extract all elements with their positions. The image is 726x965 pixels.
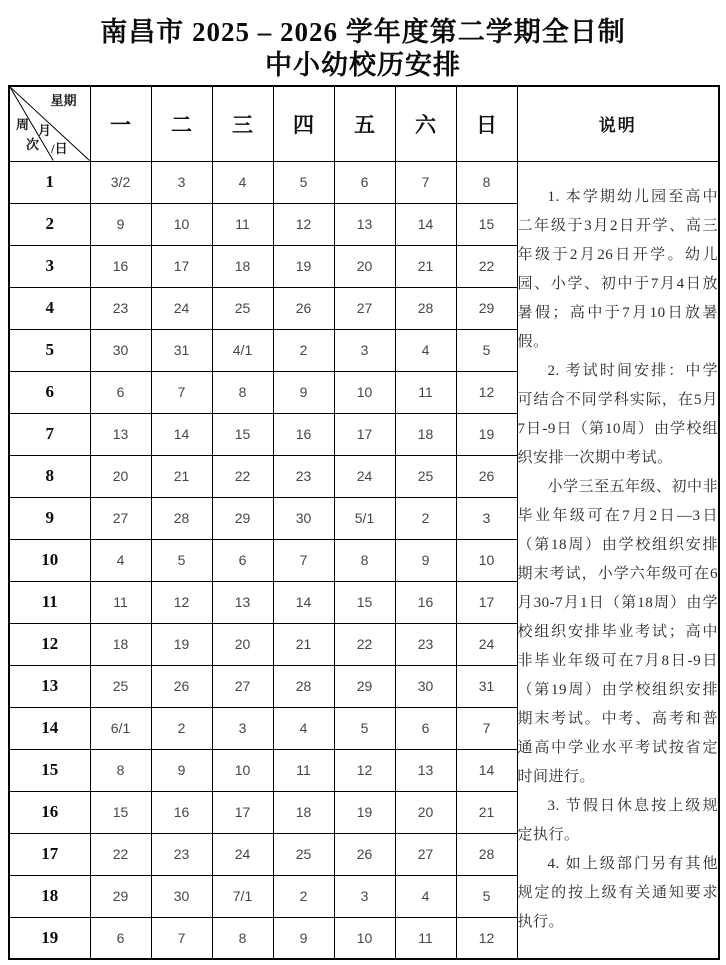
note-paragraph: 4. 如上级部门另有其他规定的按上级有关通知要求执行。	[517, 855, 718, 930]
date-cell: 28	[395, 287, 456, 329]
date-cell: 7	[395, 161, 456, 203]
date-cell: 26	[334, 833, 395, 875]
date-cell: 11	[212, 203, 273, 245]
date-cell: 27	[90, 497, 151, 539]
date-cell: 13	[90, 413, 151, 455]
date-cell: 5	[456, 329, 517, 371]
date-cell: 22	[90, 833, 151, 875]
day-header-sun: 日	[456, 86, 517, 161]
week-number: 13	[9, 665, 90, 707]
date-cell: 20	[395, 791, 456, 833]
note-paragraph: 3. 节假日休息按上级规定执行。	[517, 797, 718, 843]
date-cell: 12	[273, 203, 334, 245]
date-cell: 14	[151, 413, 212, 455]
date-cell: 7	[456, 707, 517, 749]
date-cell: 16	[395, 581, 456, 623]
date-cell: 3	[151, 161, 212, 203]
date-cell: 8	[90, 749, 151, 791]
date-cell: 30	[151, 875, 212, 917]
date-cell: 26	[151, 665, 212, 707]
date-cell: 21	[151, 455, 212, 497]
week-number: 6	[9, 371, 90, 413]
note-paragraph: 2. 考试时间安排：中学可结合不同学科实际，在5月7日-9日（第10周）由学校组织安排一次期中考试。	[517, 362, 718, 466]
week-number: 15	[9, 749, 90, 791]
date-cell: 10	[334, 371, 395, 413]
day-header-mon: 一	[90, 86, 151, 161]
date-cell: 9	[151, 749, 212, 791]
date-cell: 27	[212, 665, 273, 707]
day-header-fri: 五	[334, 86, 395, 161]
date-cell: 26	[273, 287, 334, 329]
date-cell: 9	[273, 371, 334, 413]
date-cell: 30	[90, 329, 151, 371]
date-cell: 17	[456, 581, 517, 623]
date-cell: 3	[334, 875, 395, 917]
date-cell: 24	[334, 455, 395, 497]
date-cell: 6	[90, 371, 151, 413]
date-cell: 25	[273, 833, 334, 875]
date-cell: 16	[273, 413, 334, 455]
week-number: 18	[9, 875, 90, 917]
date-cell: 12	[456, 917, 517, 959]
date-cell: 10	[212, 749, 273, 791]
date-cell: 25	[395, 455, 456, 497]
date-cell: 24	[151, 287, 212, 329]
date-cell: 11	[273, 749, 334, 791]
date-cell: 15	[456, 203, 517, 245]
date-cell: 7	[151, 917, 212, 959]
date-cell: 28	[456, 833, 517, 875]
corner-weekno-label-top: 周	[16, 117, 30, 132]
date-cell: 17	[212, 791, 273, 833]
date-cell: 6	[395, 707, 456, 749]
date-cell: 6	[90, 917, 151, 959]
notes-cell	[517, 161, 719, 959]
date-cell: 4/1	[212, 329, 273, 371]
date-cell: 15	[212, 413, 273, 455]
date-cell: 9	[273, 917, 334, 959]
corner-month-label: 月	[38, 123, 52, 138]
date-cell: 9	[90, 203, 151, 245]
date-cell: 2	[151, 707, 212, 749]
date-cell: 22	[212, 455, 273, 497]
date-cell: 23	[151, 833, 212, 875]
date-cell: 19	[456, 413, 517, 455]
date-cell: 10	[334, 917, 395, 959]
date-cell: 3	[456, 497, 517, 539]
date-cell: 18	[90, 623, 151, 665]
day-header-wed: 三	[212, 86, 273, 161]
week-number: 11	[9, 581, 90, 623]
week-number: 4	[9, 287, 90, 329]
date-cell: 18	[212, 245, 273, 287]
date-cell: 11	[395, 917, 456, 959]
date-cell: 5	[273, 161, 334, 203]
date-cell: 19	[334, 791, 395, 833]
date-cell: 10	[151, 203, 212, 245]
date-cell: 2	[273, 329, 334, 371]
week-number: 14	[9, 707, 90, 749]
date-cell: 5	[151, 539, 212, 581]
calendar-header-row	[9, 86, 719, 161]
date-cell: 20	[90, 455, 151, 497]
date-cell: 17	[151, 245, 212, 287]
date-cell: 22	[334, 623, 395, 665]
week-number: 7	[9, 413, 90, 455]
date-cell: 20	[212, 623, 273, 665]
corner-day-label: /日	[51, 141, 68, 156]
date-cell: 4	[273, 707, 334, 749]
corner-weekday-label: 星期	[50, 93, 77, 108]
date-cell: 11	[395, 371, 456, 413]
calendar-table	[8, 85, 720, 960]
date-cell: 4	[90, 539, 151, 581]
notes-header: 说明	[517, 86, 719, 161]
date-cell: 4	[395, 875, 456, 917]
date-cell: 13	[395, 749, 456, 791]
date-cell: 8	[456, 161, 517, 203]
date-cell: 20	[334, 245, 395, 287]
date-cell: 9	[395, 539, 456, 581]
week-number: 5	[9, 329, 90, 371]
date-cell: 30	[395, 665, 456, 707]
date-cell: 17	[334, 413, 395, 455]
day-header-thu: 四	[273, 86, 334, 161]
week-number: 1	[9, 161, 90, 203]
date-cell: 13	[334, 203, 395, 245]
date-cell: 3	[212, 707, 273, 749]
date-cell: 3	[334, 329, 395, 371]
date-cell: 21	[273, 623, 334, 665]
date-cell: 29	[334, 665, 395, 707]
date-cell: 21	[395, 245, 456, 287]
date-cell: 31	[151, 329, 212, 371]
date-cell: 7/1	[212, 875, 273, 917]
date-cell: 21	[456, 791, 517, 833]
date-cell: 25	[90, 665, 151, 707]
date-cell: 3/2	[90, 161, 151, 203]
week-number: 12	[9, 623, 90, 665]
corner-header-cell	[9, 86, 90, 161]
date-cell: 29	[456, 287, 517, 329]
date-cell: 16	[90, 245, 151, 287]
week-number: 8	[9, 455, 90, 497]
date-cell: 12	[456, 371, 517, 413]
date-cell: 2	[273, 875, 334, 917]
date-cell: 16	[151, 791, 212, 833]
date-cell: 10	[456, 539, 517, 581]
date-cell: 18	[273, 791, 334, 833]
week-number: 2	[9, 203, 90, 245]
date-cell: 14	[395, 203, 456, 245]
date-cell: 27	[395, 833, 456, 875]
date-cell: 14	[456, 749, 517, 791]
note-paragraph: 小学三至五年级、初中非毕业年级可在7月2日—3日（第18周）由学校组织安排期末考试，小学六年级可在6月30-7月1日（第18周）由学校组织安排毕业考试；高中非毕业年级可在7月8日-9日（第19周）由学校组织安排期末考试。中考、高考和普通高中学业水平考试按省定时间进行。	[517, 478, 719, 785]
note-paragraph: 1. 本学期幼儿园至高中二年级于3月2日开学、高三年级于2月26日开学。幼儿园、小学、初中于7月4日放暑假；高中于7月10日放暑假。	[517, 188, 718, 350]
calendar-week-row	[9, 161, 719, 203]
date-cell: 26	[456, 455, 517, 497]
date-cell: 15	[334, 581, 395, 623]
date-cell: 29	[90, 875, 151, 917]
date-cell: 5/1	[334, 497, 395, 539]
date-cell: 29	[212, 497, 273, 539]
week-number: 9	[9, 497, 90, 539]
date-cell: 12	[334, 749, 395, 791]
date-cell: 8	[212, 371, 273, 413]
date-cell: 7	[273, 539, 334, 581]
date-cell: 31	[456, 665, 517, 707]
date-cell: 8	[212, 917, 273, 959]
date-cell: 15	[90, 791, 151, 833]
date-cell: 4	[395, 329, 456, 371]
date-cell: 2	[395, 497, 456, 539]
date-cell: 23	[273, 455, 334, 497]
date-cell: 13	[212, 581, 273, 623]
date-cell: 23	[395, 623, 456, 665]
date-cell: 5	[334, 707, 395, 749]
page-title-line1: 南昌市 2025 – 2026 学年度第二学期全日制	[100, 17, 626, 47]
date-cell: 19	[151, 623, 212, 665]
date-cell: 7	[151, 371, 212, 413]
date-cell: 23	[90, 287, 151, 329]
week-number: 19	[9, 917, 90, 959]
date-cell: 30	[273, 497, 334, 539]
date-cell: 18	[395, 413, 456, 455]
date-cell: 11	[90, 581, 151, 623]
date-cell: 12	[151, 581, 212, 623]
day-header-tue: 二	[151, 86, 212, 161]
week-number: 10	[9, 539, 90, 581]
week-number: 3	[9, 245, 90, 287]
page-title	[0, 16, 726, 82]
date-cell: 5	[456, 875, 517, 917]
week-number: 17	[9, 833, 90, 875]
date-cell: 28	[151, 497, 212, 539]
date-cell: 25	[212, 287, 273, 329]
date-cell: 6	[334, 161, 395, 203]
date-cell: 14	[273, 581, 334, 623]
date-cell: 22	[456, 245, 517, 287]
date-cell: 27	[334, 287, 395, 329]
date-cell: 24	[212, 833, 273, 875]
page-title-line2: 中小幼校历安排	[265, 50, 461, 80]
corner-weekno-label-bottom: 次	[26, 137, 40, 152]
date-cell: 4	[212, 161, 273, 203]
week-number: 16	[9, 791, 90, 833]
date-cell: 6	[212, 539, 273, 581]
day-header-sat: 六	[395, 86, 456, 161]
date-cell: 6/1	[90, 707, 151, 749]
date-cell: 8	[334, 539, 395, 581]
date-cell: 28	[273, 665, 334, 707]
date-cell: 19	[273, 245, 334, 287]
date-cell: 24	[456, 623, 517, 665]
